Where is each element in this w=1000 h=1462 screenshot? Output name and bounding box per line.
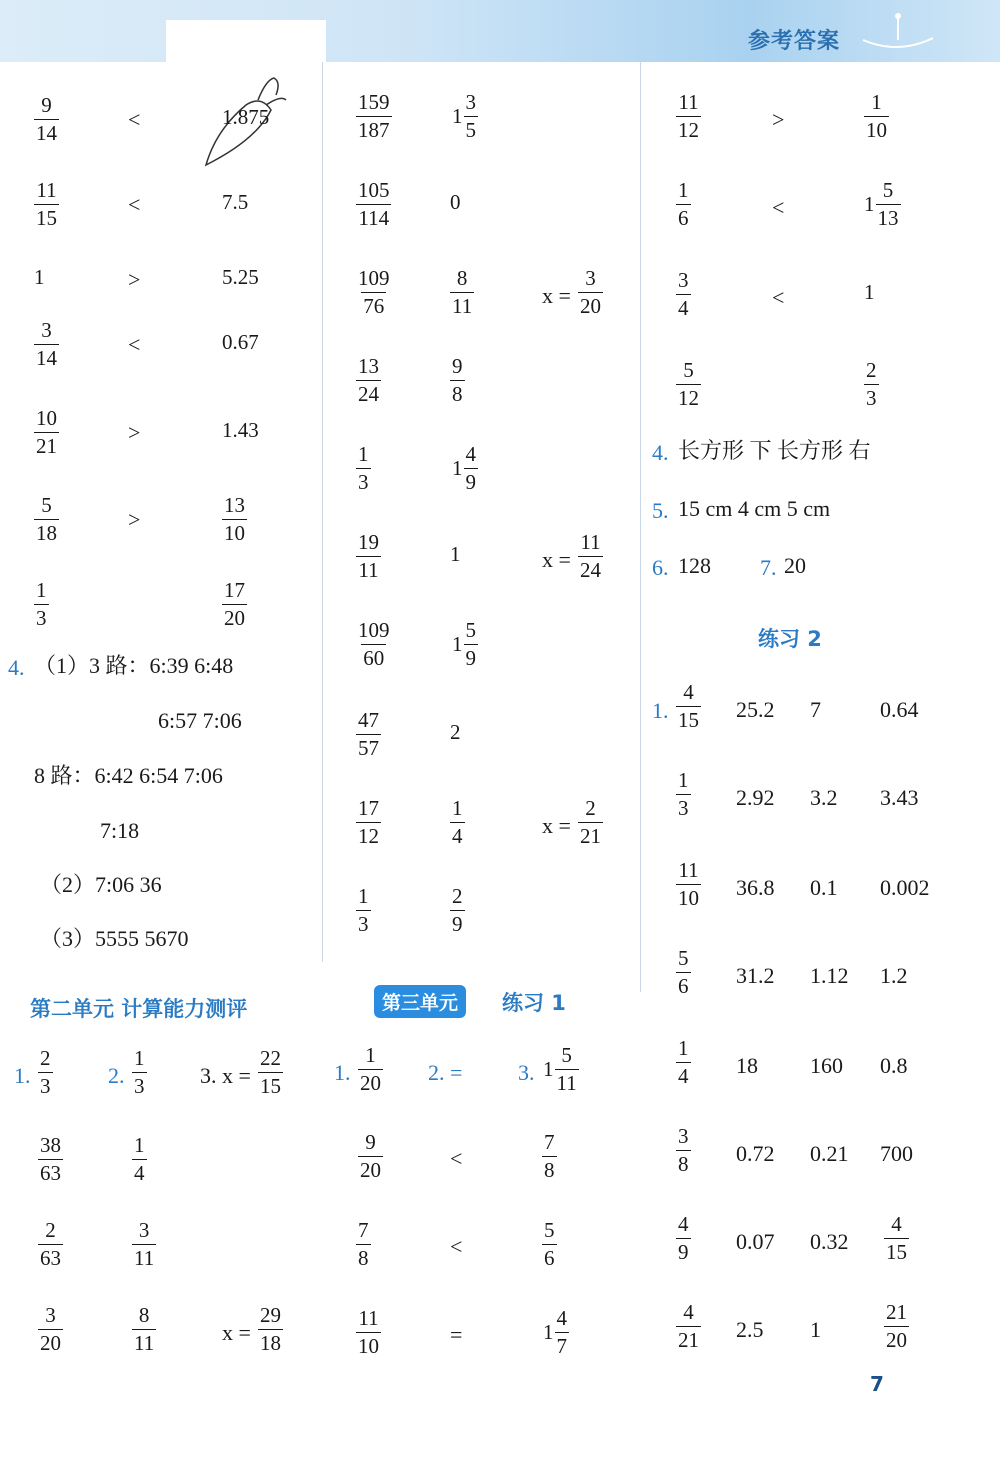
numerator: 2 xyxy=(45,1218,56,1242)
p2-first-answer xyxy=(676,682,701,731)
u3-answer xyxy=(358,1132,383,1181)
comparison-sign: > xyxy=(128,420,141,445)
denominator: 76 xyxy=(363,294,385,318)
denominator: 11 xyxy=(452,294,473,318)
col2-left-value xyxy=(356,356,381,405)
q4-line-4: 7:18 xyxy=(100,818,140,843)
numerator: 9 xyxy=(452,354,463,378)
denominator: 10 xyxy=(866,118,887,142)
numerator: 4 xyxy=(891,1212,902,1236)
u2-answer xyxy=(38,1135,63,1184)
col1-right-value xyxy=(222,580,247,629)
denominator: 11 xyxy=(134,1331,155,1355)
denominator: 15 xyxy=(260,1074,281,1098)
numerator: 11 xyxy=(580,530,601,554)
p2-answer xyxy=(884,1302,909,1351)
denominator: 3 xyxy=(678,796,689,820)
x-answer xyxy=(578,798,603,847)
page-number: 7 xyxy=(870,1372,884,1396)
fraction-part xyxy=(464,92,479,141)
fraction-part xyxy=(555,1045,579,1094)
question-number: 7. xyxy=(760,555,777,580)
col3-right-value: 1 xyxy=(864,280,875,304)
numerator: 13 xyxy=(224,493,245,517)
p2-answer: 3.2 xyxy=(810,785,838,810)
u2-answer xyxy=(38,1305,63,1354)
col2-right-value xyxy=(452,444,478,493)
comparison-sign: > xyxy=(128,267,141,292)
column-divider-1 xyxy=(322,62,323,962)
x-answer xyxy=(578,268,603,317)
numerator: 1 xyxy=(134,1133,145,1157)
p2-first-answer xyxy=(676,860,701,909)
column-divider-2 xyxy=(640,62,641,992)
denominator: 6 xyxy=(544,1246,555,1270)
col1-right-value: 1.43 xyxy=(222,418,259,442)
denominator: 14 xyxy=(36,121,57,145)
col2-right-value xyxy=(450,886,465,935)
numerator: 1 xyxy=(678,178,689,202)
denominator: 15 xyxy=(886,1240,907,1264)
col2-left-value xyxy=(356,710,381,759)
u3-answer xyxy=(542,1220,557,1269)
col1-left-value xyxy=(34,495,59,544)
col3-left-value xyxy=(676,360,701,409)
numerator: 13 xyxy=(358,354,379,378)
denominator: 187 xyxy=(358,118,390,142)
page-header xyxy=(0,0,1000,62)
question-number: 3. xyxy=(518,1060,535,1085)
question-number: 1. xyxy=(14,1063,31,1088)
col2-left-value xyxy=(356,620,392,669)
denominator: 20 xyxy=(40,1331,61,1355)
denominator: 20 xyxy=(224,606,245,630)
numerator: 5 xyxy=(465,618,476,642)
numerator: 1 xyxy=(36,578,47,602)
denominator: 20 xyxy=(886,1328,907,1352)
denominator: 3 xyxy=(358,470,369,494)
numerator: 7 xyxy=(544,1130,555,1154)
numerator: 4 xyxy=(556,1306,567,1330)
col3-left-value xyxy=(676,270,691,319)
denominator: 20 xyxy=(580,294,601,318)
denominator: 8 xyxy=(358,1246,369,1270)
question-number: 1. xyxy=(652,698,669,723)
q4-line-6: （3）5555 5670 xyxy=(40,926,189,951)
q5-answer: 15 cm 4 cm 5 cm xyxy=(678,496,831,521)
p2-answer: 0.002 xyxy=(880,875,930,900)
numerator: 4 xyxy=(683,680,694,704)
denominator: 24 xyxy=(580,558,601,582)
unit2-title: 第二单元 计算能力测评 xyxy=(30,997,248,1021)
p2-answer: 0.64 xyxy=(880,697,919,722)
col3-right-value xyxy=(864,92,889,141)
p2-answer: 25.2 xyxy=(736,697,775,722)
question-number: 5. xyxy=(652,498,669,523)
u2-q3-answer xyxy=(258,1048,283,1097)
numerator: 4 xyxy=(683,1300,694,1324)
fraction-part xyxy=(876,180,901,229)
denominator: 11 xyxy=(556,1071,577,1095)
whole-part: 1 xyxy=(452,632,463,656)
numerator: 3 xyxy=(678,1124,689,1148)
col2-left-value xyxy=(356,92,392,141)
u3-q3-answer xyxy=(543,1045,579,1094)
q7-answer: 20 xyxy=(784,553,806,578)
col1-left-value xyxy=(34,580,49,629)
denominator: 21 xyxy=(36,434,57,458)
numerator: 3 xyxy=(465,90,476,114)
numerator: 5 xyxy=(544,1218,555,1242)
question-number: 4. xyxy=(652,440,669,465)
numerator: 1 xyxy=(134,1046,145,1070)
numerator: 1 xyxy=(871,90,882,114)
p2-answer: 1.2 xyxy=(880,963,908,988)
p2-first-answer xyxy=(676,1302,701,1351)
denominator: 8 xyxy=(678,1152,689,1176)
q4-line-3: 8 路：6:42 6:54 7:06 xyxy=(34,763,223,788)
denominator: 10 xyxy=(678,886,699,910)
col1-left-value xyxy=(34,180,59,229)
denominator: 9 xyxy=(452,912,463,936)
comparison-sign: = xyxy=(450,1322,463,1347)
denominator: 63 xyxy=(40,1246,61,1270)
question-number: 1. xyxy=(334,1060,351,1085)
denominator: 9 xyxy=(678,1240,689,1264)
u2-answer xyxy=(132,1135,147,1184)
denominator: 20 xyxy=(360,1071,381,1095)
col1-left-value xyxy=(34,95,59,144)
question-number: 2. xyxy=(108,1063,125,1088)
header-blank-box xyxy=(166,20,326,66)
x-answer xyxy=(578,532,603,581)
numerator: 10 xyxy=(36,406,57,430)
p2-answer: 0.21 xyxy=(810,1141,849,1166)
u3-answer xyxy=(543,1308,569,1357)
p2-answer: 3.43 xyxy=(880,785,919,810)
numerator: 11 xyxy=(358,1306,379,1330)
numerator: 11 xyxy=(678,90,699,114)
denominator: 4 xyxy=(134,1161,145,1185)
numerator: 17 xyxy=(224,578,245,602)
denominator: 3 xyxy=(866,386,877,410)
numerator: 109 xyxy=(358,618,390,642)
q4-line-5: （2）7:06 36 xyxy=(40,872,162,897)
p2-answer: 0.32 xyxy=(810,1229,849,1254)
header-title: 参考答案 xyxy=(748,29,841,54)
question-number: 4. xyxy=(8,655,25,680)
question-number: 6. xyxy=(652,555,669,580)
denominator: 4 xyxy=(678,296,689,320)
numerator: 5 xyxy=(41,493,52,517)
denominator: 21 xyxy=(678,1328,699,1352)
denominator: 63 xyxy=(40,1161,61,1185)
p2-answer: 0.07 xyxy=(736,1229,775,1254)
denominator: 24 xyxy=(358,382,379,406)
col2-right-value: 1 xyxy=(450,542,461,566)
col1-left-value: 1 xyxy=(34,265,45,289)
p2-answer: 0.72 xyxy=(736,1141,775,1166)
p2-answer xyxy=(884,1214,909,1263)
denominator: 60 xyxy=(363,646,385,670)
numerator: 11 xyxy=(36,178,57,202)
numerator: 47 xyxy=(358,708,379,732)
denominator: 12 xyxy=(678,386,699,410)
denominator: 12 xyxy=(678,118,699,142)
denominator: 3 xyxy=(36,606,47,630)
numerator: 3 xyxy=(585,266,596,290)
numerator: 1 xyxy=(678,768,689,792)
denominator: 4 xyxy=(452,824,463,848)
numerator: 1 xyxy=(358,442,369,466)
u2-answer xyxy=(38,1220,63,1269)
denominator: 9 xyxy=(465,646,476,670)
numerator: 19 xyxy=(358,530,379,554)
x-equals-label: x = xyxy=(542,283,571,308)
denominator: 12 xyxy=(358,824,379,848)
numerator: 7 xyxy=(358,1218,369,1242)
numerator: 5 xyxy=(882,178,894,202)
col1-right-value: 5.25 xyxy=(222,265,259,289)
unit3-badge: 第三单元 xyxy=(374,985,466,1018)
comparison-sign: < xyxy=(772,195,785,220)
denominator: 6 xyxy=(678,206,689,230)
numerator: 5 xyxy=(683,358,694,382)
u2-answer xyxy=(132,1220,156,1269)
fraction-part xyxy=(464,444,479,493)
p2-answer: 2.5 xyxy=(736,1317,764,1342)
numerator: 159 xyxy=(358,90,390,114)
denominator: 8 xyxy=(544,1158,555,1182)
numerator: 4 xyxy=(678,1212,689,1236)
numerator: 9 xyxy=(41,93,52,117)
numerator: 109 xyxy=(358,266,390,290)
numerator: 8 xyxy=(138,1303,150,1327)
numerator: 5 xyxy=(678,946,689,970)
denominator: 6 xyxy=(678,974,689,998)
numerator: 105 xyxy=(358,178,390,202)
denominator: 10 xyxy=(358,1334,379,1358)
denominator: 10 xyxy=(224,521,245,545)
denominator: 114 xyxy=(358,206,390,230)
denominator: 3 xyxy=(40,1074,51,1098)
comparison-sign: < xyxy=(450,1234,463,1259)
whole-part: 1 xyxy=(452,104,463,128)
u2-answer xyxy=(132,1305,156,1354)
col2-left-value xyxy=(356,268,392,317)
numerator: 3 xyxy=(678,268,689,292)
whole-part: 1 xyxy=(543,1320,554,1344)
denominator: 15 xyxy=(678,708,699,732)
u2-q2-answer xyxy=(132,1048,147,1097)
col3-right-value xyxy=(864,360,879,409)
comparison-sign: < xyxy=(128,107,141,132)
p2-answer: 1.12 xyxy=(810,963,849,988)
u3-q1-answer xyxy=(358,1045,383,1094)
denominator: 14 xyxy=(36,346,57,370)
u3-answer xyxy=(542,1132,557,1181)
p2-answer: 0.1 xyxy=(810,875,838,900)
denominator: 20 xyxy=(360,1158,381,1182)
q4-line-1: （1）3 路：6:39 6:48 xyxy=(34,653,234,678)
numerator: 2 xyxy=(866,358,877,382)
p2-first-answer xyxy=(676,770,691,819)
u2-q3-label: 3. x = xyxy=(200,1063,251,1088)
comparison-sign: < xyxy=(128,332,141,357)
p2-answer: 1 xyxy=(810,1317,821,1342)
p2-answer: 18 xyxy=(736,1053,758,1078)
comparison-sign: < xyxy=(450,1146,463,1171)
denominator: 57 xyxy=(358,736,379,760)
numerator: 17 xyxy=(358,796,379,820)
comparison-sign: > xyxy=(128,507,141,532)
col3-right-value xyxy=(864,180,901,229)
col2-right-value xyxy=(450,798,465,847)
x-equals-label: x = xyxy=(222,1320,251,1345)
x-equals-label: x = xyxy=(542,547,571,572)
col1-right-value: 1.875 xyxy=(222,105,270,129)
q6-answer: 128 xyxy=(678,553,711,578)
numerator: 2 xyxy=(40,1046,51,1070)
p2-answer: 31.2 xyxy=(736,963,775,988)
denominator: 8 xyxy=(452,382,463,406)
numerator: 29 xyxy=(260,1303,281,1327)
p2-first-answer xyxy=(676,1126,691,1175)
col1-right-value xyxy=(222,495,247,544)
p2-answer: 160 xyxy=(810,1053,843,1078)
practice2-title: 练习 2 xyxy=(758,627,822,651)
p2-answer: 7 xyxy=(810,697,821,722)
col2-right-value xyxy=(452,92,478,141)
denominator: 15 xyxy=(36,206,57,230)
numerator: 2 xyxy=(452,884,463,908)
u3-q2-answer: 2. = xyxy=(428,1060,463,1085)
numerator: 21 xyxy=(886,1300,907,1324)
p2-answer: 36.8 xyxy=(736,875,775,900)
denominator: 3 xyxy=(358,912,369,936)
numerator: 22 xyxy=(260,1046,281,1070)
numerator: 38 xyxy=(40,1133,61,1157)
col2-left-value xyxy=(356,798,381,847)
numerator: 1 xyxy=(365,1043,376,1067)
numerator: 1 xyxy=(358,884,369,908)
col2-right-value xyxy=(450,268,474,317)
denominator: 13 xyxy=(877,206,899,230)
col2-right-value xyxy=(452,620,478,669)
col2-left-value xyxy=(356,532,381,581)
u3-answer xyxy=(356,1308,381,1357)
numerator: 9 xyxy=(365,1130,376,1154)
denominator: 5 xyxy=(465,118,476,142)
p2-answer: 700 xyxy=(880,1141,913,1166)
p2-first-answer xyxy=(676,948,691,997)
col3-left-value xyxy=(676,92,701,141)
col2-right-value: 0 xyxy=(450,190,461,214)
numerator: 8 xyxy=(456,266,468,290)
x-equals-label: x = xyxy=(542,813,571,838)
col2-left-value xyxy=(356,886,371,935)
denominator: 21 xyxy=(580,824,601,848)
col1-left-value xyxy=(34,408,59,457)
comparison-sign: < xyxy=(772,285,785,310)
fraction-part xyxy=(555,1308,570,1357)
denominator: 18 xyxy=(260,1331,281,1355)
denominator: 9 xyxy=(465,470,476,494)
col2-left-value xyxy=(356,180,392,229)
numerator: 1 xyxy=(678,1036,689,1060)
numerator: 3 xyxy=(45,1303,56,1327)
numerator: 3 xyxy=(138,1218,150,1242)
numerator: 11 xyxy=(678,858,699,882)
denominator: 3 xyxy=(134,1074,145,1098)
header-decoration-icon xyxy=(858,10,938,50)
col2-right-value: 2 xyxy=(450,720,461,744)
whole-part: 1 xyxy=(864,192,875,216)
numerator: 5 xyxy=(561,1043,572,1067)
denominator: 11 xyxy=(134,1246,155,1270)
whole-part: 1 xyxy=(543,1057,554,1081)
col2-left-value xyxy=(356,444,371,493)
q4-line-2: 6:57 7:06 xyxy=(158,708,242,733)
numerator: 4 xyxy=(465,442,476,466)
col3-left-value xyxy=(676,180,691,229)
practice1-title: 练习 1 xyxy=(502,991,566,1015)
numerator: 2 xyxy=(585,796,596,820)
denominator: 7 xyxy=(556,1334,567,1358)
denominator: 11 xyxy=(358,558,379,582)
u2-answer xyxy=(258,1305,283,1354)
p2-answer: 2.92 xyxy=(736,785,775,810)
p2-first-answer xyxy=(676,1038,691,1087)
col2-right-value xyxy=(450,356,465,405)
comparison-sign: > xyxy=(772,107,785,132)
numerator: 1 xyxy=(452,796,463,820)
p2-first-answer xyxy=(676,1214,691,1263)
denominator: 4 xyxy=(678,1064,689,1088)
denominator: 18 xyxy=(36,521,57,545)
q4-answer: 长方形 下 长方形 右 xyxy=(678,438,871,463)
whole-part: 1 xyxy=(452,456,463,480)
fraction-part xyxy=(464,620,479,669)
u2-q1-answer xyxy=(38,1048,53,1097)
p2-answer: 0.8 xyxy=(880,1053,908,1078)
u3-answer xyxy=(356,1220,371,1269)
comparison-sign: < xyxy=(128,192,141,217)
col1-right-value: 7.5 xyxy=(222,190,249,214)
col1-right-value: 0.67 xyxy=(222,330,259,354)
col1-left-value xyxy=(34,320,59,369)
numerator: 3 xyxy=(41,318,52,342)
